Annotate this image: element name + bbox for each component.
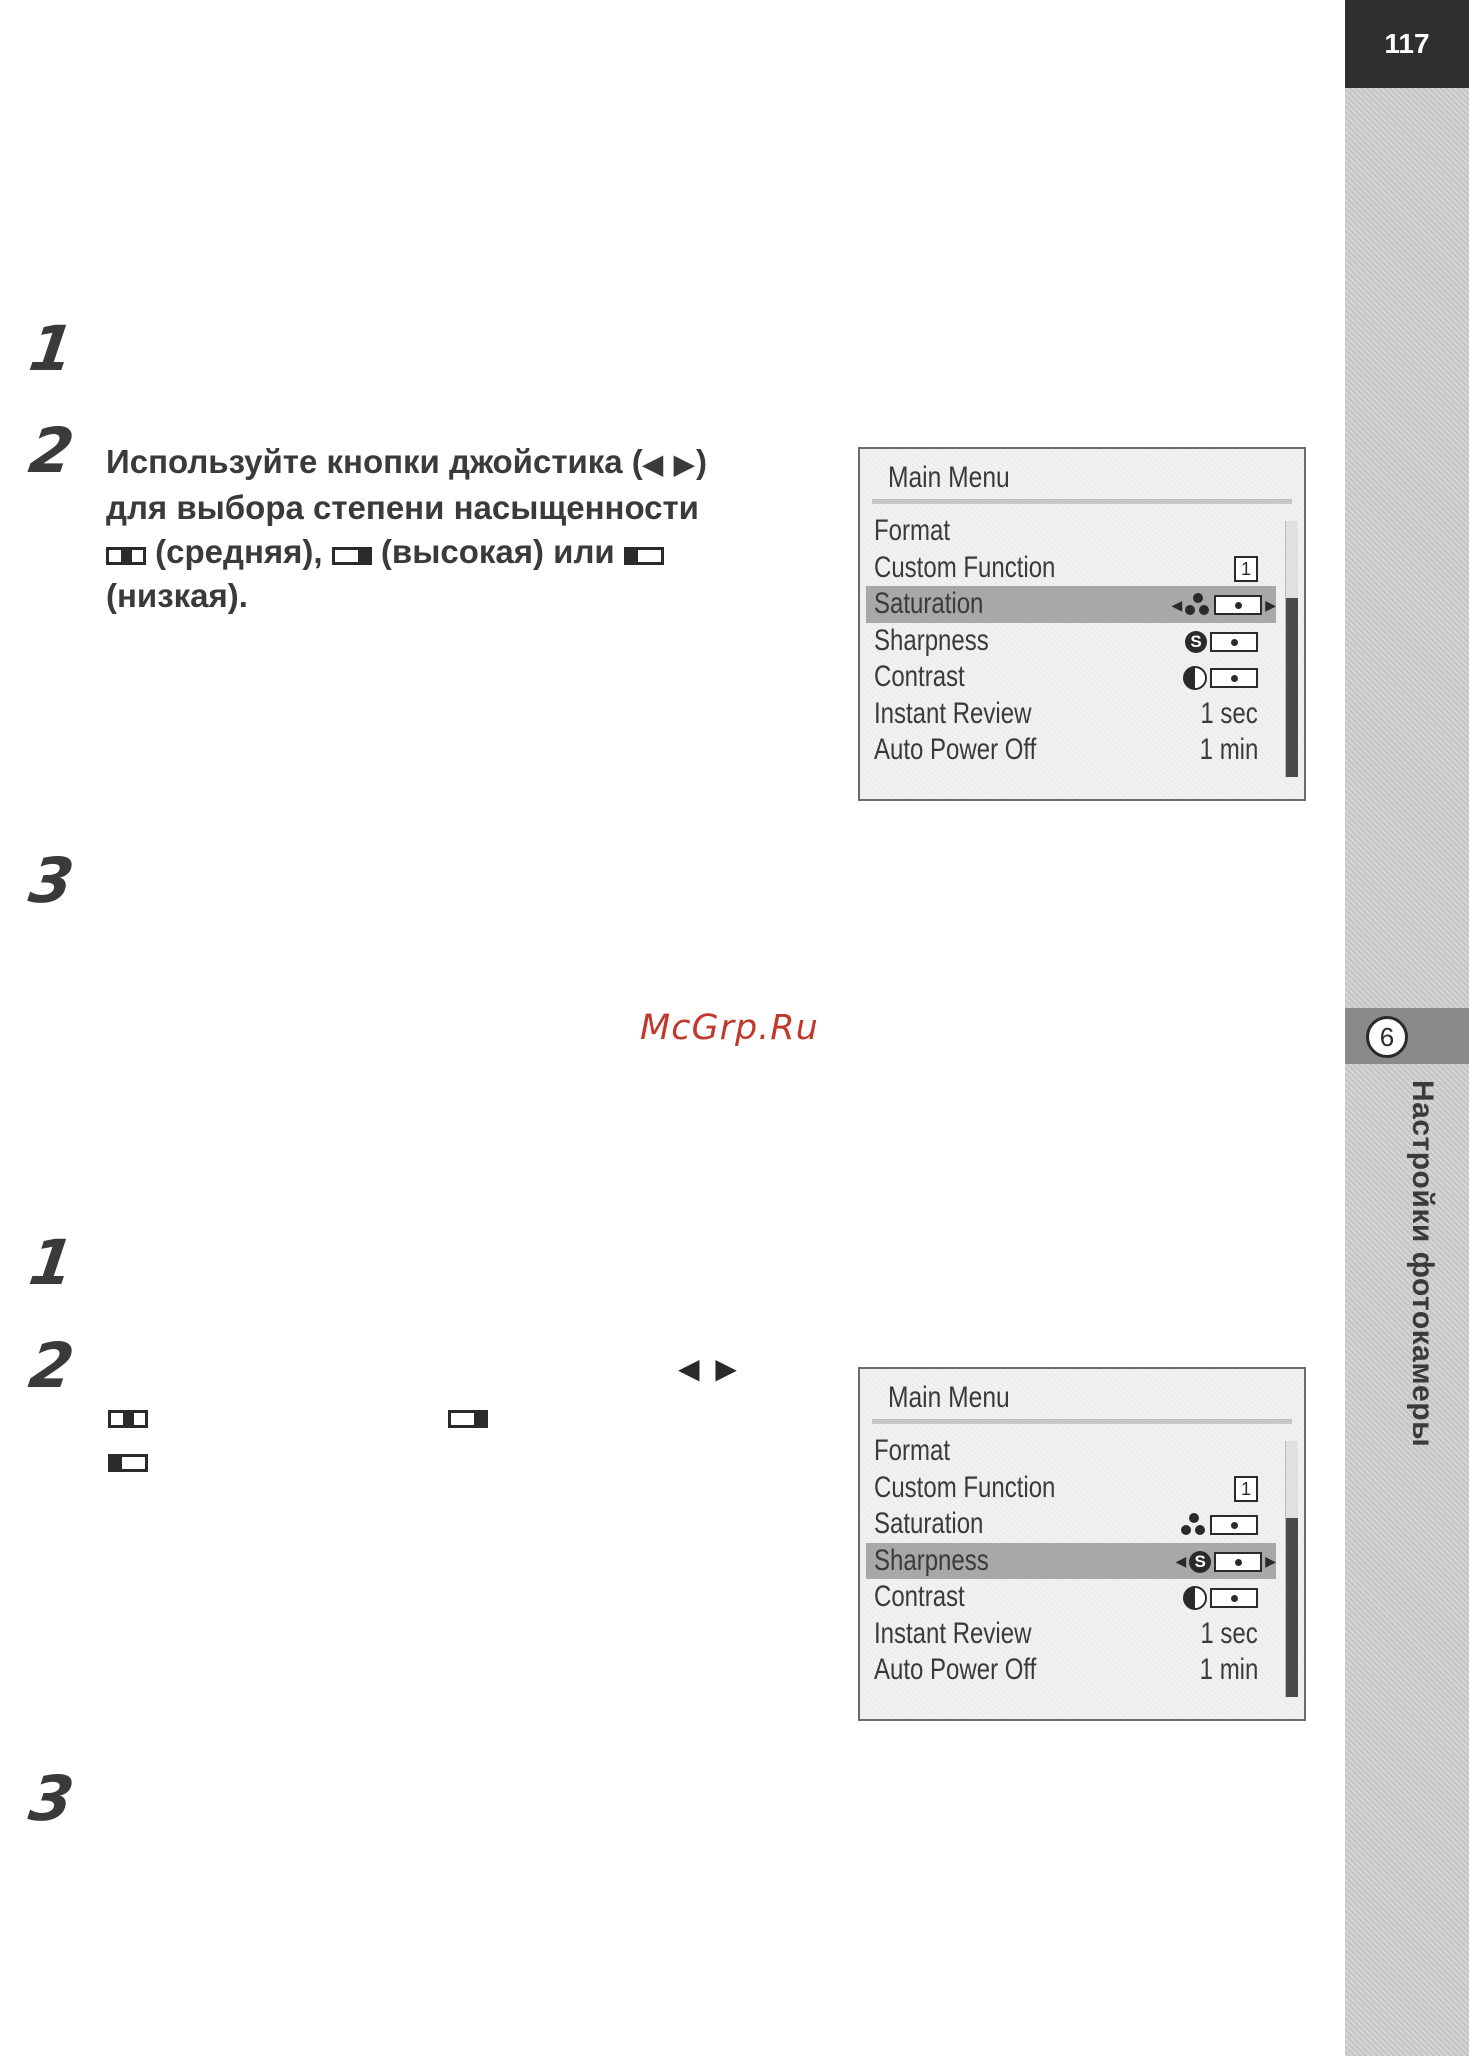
step-number: 3: [24, 844, 79, 917]
value-setting-icon: [1210, 1515, 1258, 1535]
menu-item-sharpness[interactable]: Sharpness S: [866, 623, 1276, 660]
menu-item-contrast[interactable]: Contrast: [866, 659, 1276, 696]
menu-item-format[interactable]: Format: [874, 514, 951, 547]
contrast-icon: [1183, 666, 1207, 690]
right-arrow-icon: ▶: [1265, 596, 1276, 613]
instruction-line-2: для выбора степени насыщенности: [106, 489, 699, 526]
left-right-arrows-icon: ◀ ▶: [678, 1353, 741, 1384]
scrollbar-thumb[interactable]: [1286, 598, 1298, 777]
menu-divider: [872, 499, 1292, 504]
menu-item-custom-function[interactable]: Custom Function 1: [866, 1470, 1276, 1507]
page-number: 117: [1345, 0, 1469, 88]
step-number: 2: [24, 414, 79, 487]
menu-divider: [872, 1419, 1292, 1424]
saturation-icon: [1185, 593, 1211, 617]
step-number: 2: [24, 1329, 79, 1402]
sharpness-icon: S: [1189, 1551, 1211, 1573]
left-arrow-icon: ◀: [1175, 1553, 1187, 1570]
menu-scrollbar[interactable]: [1285, 1441, 1298, 1697]
saturation-low-icon: [624, 547, 664, 565]
left-right-arrows-icon: ◀ ▶: [642, 449, 697, 479]
menu-item-format[interactable]: Format: [874, 1434, 951, 1467]
menu-title: Main Menu: [888, 1381, 1010, 1414]
menu-item-saturation[interactable]: Saturation: [866, 1506, 1276, 1543]
saturation-icon: [1181, 1513, 1207, 1537]
camera-menu-sharpness: [858, 1367, 1306, 1721]
watermark: McGrp.Ru: [640, 1008, 819, 1048]
saturation-high-icon: [332, 547, 372, 565]
left-arrow-icon: ◀: [1171, 596, 1183, 613]
menu-item-contrast[interactable]: Contrast: [866, 1579, 1276, 1616]
custom-function-icon: 1: [1234, 556, 1258, 582]
instruction-line-3: (средняя), (высокая) или: [106, 530, 806, 574]
step-number: 1: [24, 312, 79, 385]
step-number: 3: [24, 1762, 79, 1835]
value-setting-icon: [1210, 668, 1258, 688]
right-arrow-icon: ▶: [1265, 1553, 1276, 1570]
contrast-icon: [1183, 1586, 1207, 1610]
chapter-number: 6: [1366, 1016, 1408, 1058]
sharpness-mid-icon: [108, 1410, 148, 1428]
instruction-text: [106, 440, 806, 618]
menu-item-saturation[interactable]: Saturation ◀ ▶: [866, 586, 1276, 623]
value-setting-icon: [1214, 595, 1262, 615]
menu-item-sharpness[interactable]: Sharpness ◀ S ▶: [866, 1543, 1276, 1580]
sharpness-high-icon: [448, 1410, 488, 1428]
saturation-mid-icon: [106, 547, 146, 565]
value-setting-icon: [1210, 632, 1258, 652]
menu-scrollbar[interactable]: [1285, 521, 1298, 777]
value-setting-icon: [1214, 1552, 1262, 1572]
instruction-line-4: (низкая).: [106, 577, 248, 614]
menu-title: Main Menu: [888, 461, 1010, 494]
value-setting-icon: [1210, 1588, 1258, 1608]
menu-item-auto-power-off[interactable]: Auto Power Off 1 min: [874, 1653, 1258, 1686]
menu-item-instant-review[interactable]: Instant Review 1 sec: [874, 1616, 1258, 1650]
sharpness-icon: S: [1185, 631, 1207, 653]
chapter-title: Настройки фотокамеры: [1406, 1080, 1439, 1448]
step-number: 1: [24, 1226, 79, 1299]
instruction-line-1: Используйте кнопки джойстика (◀ ▶): [106, 443, 708, 480]
sharpness-low-icon: [108, 1454, 148, 1472]
menu-item-instant-review[interactable]: Instant Review 1 sec: [874, 696, 1258, 730]
menu-item-auto-power-off[interactable]: Auto Power Off 1 min: [874, 733, 1258, 766]
camera-menu-saturation: [858, 447, 1306, 801]
custom-function-icon: 1: [1234, 1476, 1258, 1502]
menu-item-custom-function[interactable]: Custom Function 1: [866, 550, 1276, 587]
scrollbar-thumb[interactable]: [1286, 1518, 1298, 1697]
